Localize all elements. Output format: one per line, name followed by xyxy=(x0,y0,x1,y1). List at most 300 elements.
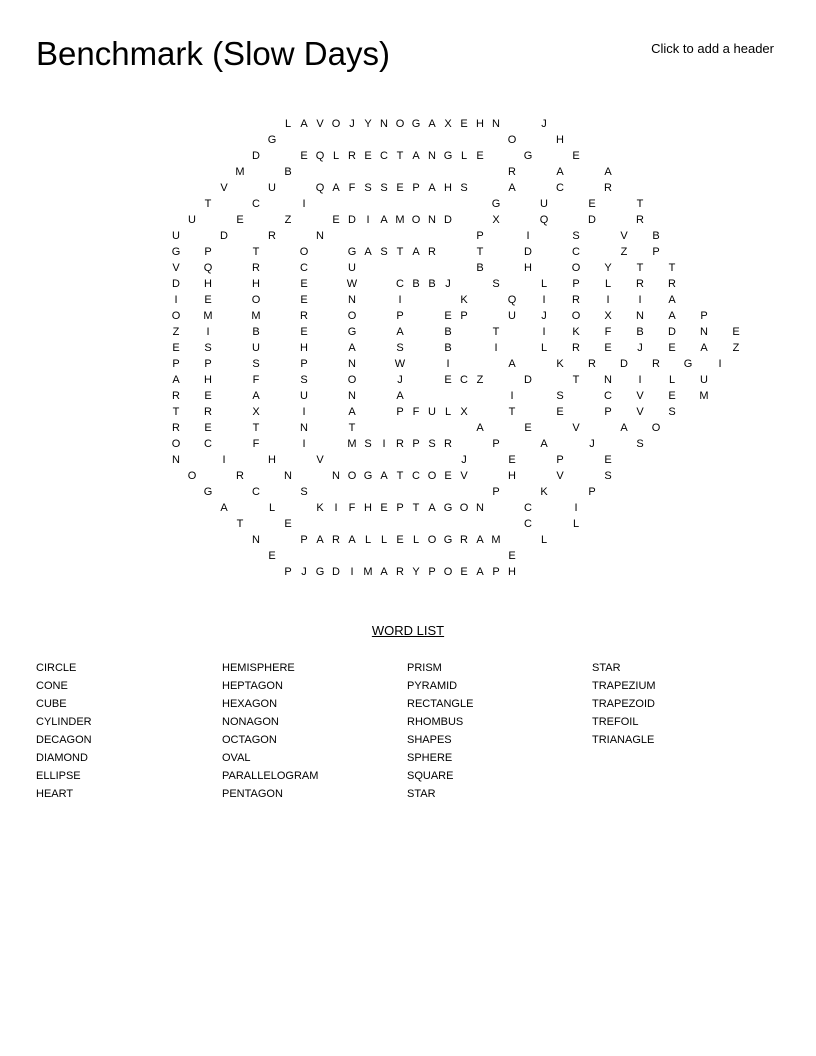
grid-letter: U xyxy=(348,262,356,274)
grid-letter: B xyxy=(412,278,420,290)
grid-letter: P xyxy=(556,454,564,466)
grid-letter: T xyxy=(252,422,260,434)
grid-row xyxy=(168,484,648,500)
grid-letter: N xyxy=(700,326,708,338)
grid-letter: E xyxy=(604,454,612,466)
grid-letter: D xyxy=(668,326,676,338)
grid-letter: I xyxy=(606,294,610,306)
grid-letter: D xyxy=(620,358,628,370)
grid-letter: I xyxy=(638,294,642,306)
word-list-item: TREFOIL xyxy=(592,716,639,728)
word-list-item: RECTANGLE xyxy=(407,698,474,710)
grid-letter: S xyxy=(364,182,372,194)
grid-letter: R xyxy=(204,406,212,418)
grid-letter: O xyxy=(331,118,341,130)
grid-letter: E xyxy=(300,150,308,162)
grid-letter: L xyxy=(332,150,340,162)
grid-letter: R xyxy=(668,278,676,290)
grid-letter: L xyxy=(604,278,612,290)
grid-letter: H xyxy=(508,566,516,578)
grid-letter: L xyxy=(572,518,580,530)
grid-letter: T xyxy=(396,246,404,258)
grid-letter: E xyxy=(732,326,740,338)
grid-letter: R xyxy=(428,246,436,258)
grid-letter: S xyxy=(364,438,372,450)
word-list-item: CUBE xyxy=(36,698,67,710)
grid-letter: B xyxy=(284,166,292,178)
grid-letter: O xyxy=(171,310,181,322)
grid-letter: N xyxy=(428,214,436,226)
word-list-item: HEXAGON xyxy=(222,698,278,710)
grid-letter: U xyxy=(300,390,308,402)
grid-letter: A xyxy=(700,342,708,354)
word-list-item: CONE xyxy=(36,680,68,692)
grid-letter: T xyxy=(492,326,500,338)
grid-letter: A xyxy=(476,566,484,578)
grid-row xyxy=(168,548,648,564)
grid-letter: Y xyxy=(604,262,612,274)
grid-letter: K xyxy=(572,326,580,338)
grid-letter: R xyxy=(572,294,580,306)
grid-letter: C xyxy=(572,246,580,258)
grid-letter: F xyxy=(252,438,260,450)
grid-letter: R xyxy=(588,358,596,370)
grid-letter: I xyxy=(334,502,338,514)
grid-letter: O xyxy=(347,310,357,322)
grid-letter: C xyxy=(300,262,308,274)
grid-letter: Q xyxy=(315,182,325,194)
grid-letter: Z xyxy=(476,374,484,386)
word-list-item: DECAGON xyxy=(36,734,92,746)
word-list-item: HEMISPHERE xyxy=(222,662,295,674)
grid-letter: H xyxy=(204,374,212,386)
grid-letter: T xyxy=(236,518,244,530)
grid-letter: H xyxy=(204,278,212,290)
grid-letter: E xyxy=(460,566,468,578)
grid-letter: A xyxy=(172,374,180,386)
grid-letter: A xyxy=(412,246,420,258)
word-list-item: SQUARE xyxy=(407,770,454,782)
grid-letter: H xyxy=(364,502,372,514)
grid-letter: G xyxy=(491,198,501,210)
grid-letter: V xyxy=(572,422,580,434)
grid-letter: L xyxy=(668,374,676,386)
grid-letter: D xyxy=(332,566,340,578)
grid-letter: P xyxy=(396,310,404,322)
grid-row xyxy=(168,116,648,132)
grid-letter: I xyxy=(174,294,178,306)
grid-letter: A xyxy=(508,358,516,370)
grid-letter: V xyxy=(556,470,564,482)
grid-letter: X xyxy=(252,406,260,418)
grid-letter: D xyxy=(252,150,260,162)
grid-letter: R xyxy=(172,422,180,434)
grid-letter: O xyxy=(395,118,405,130)
grid-letter: C xyxy=(396,278,404,290)
grid-letter: X xyxy=(444,118,452,130)
grid-letter: V xyxy=(316,118,324,130)
grid-letter: B xyxy=(652,230,660,242)
grid-letter: E xyxy=(476,150,484,162)
grid-letter: A xyxy=(396,390,404,402)
grid-letter: P xyxy=(412,182,420,194)
grid-letter: I xyxy=(542,326,546,338)
grid-letter: B xyxy=(444,342,452,354)
grid-letter: U xyxy=(188,214,196,226)
grid-letter: B xyxy=(252,326,260,338)
word-list-column xyxy=(592,659,656,749)
grid-letter: D xyxy=(588,214,596,226)
grid-row xyxy=(168,260,676,276)
grid-letter: Y xyxy=(364,118,372,130)
grid-letter: X xyxy=(604,310,612,322)
grid-letter: A xyxy=(428,182,436,194)
grid-letter: U xyxy=(508,310,516,322)
grid-letter: H xyxy=(444,182,452,194)
grid-letter: L xyxy=(284,118,292,130)
grid-letter: E xyxy=(300,278,308,290)
grid-letter: N xyxy=(636,310,644,322)
grid-letter: L xyxy=(380,534,388,546)
grid-letter: R xyxy=(604,182,612,194)
grid-letter: I xyxy=(494,342,498,354)
grid-letter: P xyxy=(284,566,292,578)
grid-letter: S xyxy=(396,342,404,354)
grid-letter: A xyxy=(620,422,628,434)
grid-row xyxy=(168,404,676,420)
grid-letter: F xyxy=(348,502,356,514)
word-list-item: OCTAGON xyxy=(222,734,277,746)
grid-letter: F xyxy=(252,374,260,386)
grid-letter: S xyxy=(460,182,468,194)
add-header-placeholder[interactable]: Click to add a header xyxy=(651,41,774,56)
grid-letter: I xyxy=(302,438,306,450)
grid-letter: J xyxy=(461,454,467,466)
grid-letter: K xyxy=(316,502,324,514)
grid-letter: R xyxy=(300,310,308,322)
word-list-item: PYRAMID xyxy=(407,680,458,692)
grid-letter: V xyxy=(172,262,180,274)
word-list-item: PARALLELOGRAM xyxy=(222,770,319,782)
grid-letter: O xyxy=(459,502,469,514)
grid-letter: K xyxy=(540,486,548,498)
grid-letter: T xyxy=(636,262,644,274)
grid-letter: P xyxy=(300,358,308,370)
grid-letter: S xyxy=(204,342,212,354)
grid-letter: I xyxy=(350,566,354,578)
grid-letter: A xyxy=(556,166,564,178)
grid-letter: P xyxy=(700,310,708,322)
grid-row xyxy=(168,132,648,148)
grid-letter: P xyxy=(492,438,500,450)
grid-letter: N xyxy=(316,230,324,242)
grid-letter: S xyxy=(572,230,580,242)
grid-letter: R xyxy=(268,230,276,242)
grid-letter: R xyxy=(652,358,660,370)
grid-letter: G xyxy=(203,486,213,498)
grid-letter: O xyxy=(443,566,453,578)
grid-letter: G xyxy=(315,566,325,578)
grid-letter: X xyxy=(460,406,468,418)
word-list-column xyxy=(222,659,318,803)
grid-letter: E xyxy=(508,550,516,562)
word-list-item: SHAPES xyxy=(407,734,452,746)
grid-letter: V xyxy=(636,390,644,402)
grid-letter: R xyxy=(460,534,468,546)
grid-letter: E xyxy=(508,454,516,466)
grid-row xyxy=(168,436,648,452)
grid-letter: N xyxy=(492,118,500,130)
grid-letter: G xyxy=(347,326,357,338)
grid-letter: Z xyxy=(284,214,292,226)
grid-letter: E xyxy=(300,326,308,338)
grid-row xyxy=(168,516,648,532)
word-list-item: STAR xyxy=(592,662,621,674)
grid-letter: H xyxy=(556,134,564,146)
grid-letter: T xyxy=(476,246,484,258)
grid-letter: G xyxy=(443,150,453,162)
grid-letter: G xyxy=(347,246,357,258)
grid-letter: C xyxy=(460,374,468,386)
grid-letter: N xyxy=(284,470,292,482)
grid-letter: M xyxy=(251,310,261,322)
grid-letter: R xyxy=(236,470,244,482)
grid-letter: H xyxy=(476,118,484,130)
grid-letter: W xyxy=(346,278,358,290)
grid-row xyxy=(168,564,648,580)
grid-letter: N xyxy=(476,502,484,514)
grid-letter: Y xyxy=(412,566,420,578)
grid-letter: C xyxy=(252,486,260,498)
grid-letter: E xyxy=(268,550,276,562)
grid-letter: R xyxy=(444,438,452,450)
grid-letter: R xyxy=(396,566,404,578)
grid-letter: J xyxy=(349,118,355,130)
grid-letter: M xyxy=(699,390,709,402)
grid-letter: P xyxy=(652,246,660,258)
grid-letter: E xyxy=(460,118,468,130)
grid-letter: O xyxy=(187,470,197,482)
grid-letter: N xyxy=(428,150,436,162)
grid-row xyxy=(168,532,648,548)
grid-letter: E xyxy=(204,390,212,402)
word-list-column xyxy=(407,659,473,803)
grid-letter: G xyxy=(267,134,277,146)
grid-letter: J xyxy=(445,278,451,290)
grid-letter: H xyxy=(524,262,532,274)
grid-letter: A xyxy=(380,566,388,578)
word-list-item: OVAL xyxy=(222,752,251,764)
grid-letter: R xyxy=(348,150,356,162)
page-title: Benchmark (Slow Days) xyxy=(36,35,390,72)
word-list-item: TRAPEZIUM xyxy=(592,680,656,692)
grid-letter: S xyxy=(636,438,644,450)
grid-letter: E xyxy=(284,518,292,530)
grid-letter: S xyxy=(556,390,564,402)
grid-letter: J xyxy=(637,342,643,354)
grid-letter: L xyxy=(540,278,548,290)
grid-letter: T xyxy=(396,150,404,162)
grid-letter: T xyxy=(508,406,516,418)
grid-letter: P xyxy=(588,486,596,498)
grid-letter: Q xyxy=(203,262,213,274)
grid-letter: Z xyxy=(172,326,180,338)
word-list-item: SPHERE xyxy=(407,752,453,764)
grid-letter: A xyxy=(476,422,484,434)
grid-letter: J xyxy=(589,438,595,450)
grid-letter: A xyxy=(220,502,228,514)
grid-letter: L xyxy=(412,534,420,546)
grid-letter: H xyxy=(268,454,276,466)
grid-letter: A xyxy=(316,534,324,546)
grid-letter: E xyxy=(204,422,212,434)
grid-letter: N xyxy=(604,374,612,386)
grid-letter: C xyxy=(412,470,420,482)
grid-letter: L xyxy=(540,534,548,546)
grid-letter: P xyxy=(604,406,612,418)
grid-letter: O xyxy=(571,262,581,274)
grid-letter: A xyxy=(332,182,340,194)
grid-row xyxy=(168,228,660,244)
grid-letter: C xyxy=(252,198,260,210)
grid-letter: E xyxy=(444,374,452,386)
grid-letter: I xyxy=(542,294,546,306)
grid-letter: S xyxy=(428,438,436,450)
grid-letter: O xyxy=(507,134,517,146)
grid-letter: A xyxy=(396,326,404,338)
grid-letter: L xyxy=(460,150,468,162)
grid-row xyxy=(168,452,648,468)
grid-letter: I xyxy=(510,390,514,402)
grid-letter: R xyxy=(636,214,644,226)
grid-letter: H xyxy=(508,470,516,482)
grid-letter: A xyxy=(348,406,356,418)
grid-letter: N xyxy=(348,294,356,306)
grid-letter: Q xyxy=(315,150,325,162)
word-list-item: PRISM xyxy=(407,662,442,674)
grid-letter: A xyxy=(476,534,484,546)
grid-letter: I xyxy=(382,438,386,450)
grid-letter: G xyxy=(171,246,181,258)
grid-letter: U xyxy=(700,374,708,386)
grid-letter: E xyxy=(236,214,244,226)
grid-letter: R xyxy=(396,438,404,450)
grid-letter: N xyxy=(348,390,356,402)
grid-letter: U xyxy=(268,182,276,194)
grid-letter: R xyxy=(572,342,580,354)
grid-letter: A xyxy=(380,470,388,482)
grid-letter: D xyxy=(524,374,532,386)
grid-letter: F xyxy=(348,182,356,194)
grid-letter: S xyxy=(300,486,308,498)
grid-letter: G xyxy=(523,150,533,162)
grid-letter: K xyxy=(556,358,564,370)
grid-letter: D xyxy=(348,214,356,226)
grid-letter: R xyxy=(172,390,180,402)
grid-letter: I xyxy=(638,374,642,386)
grid-letter: X xyxy=(492,214,500,226)
grid-letter: M xyxy=(363,566,373,578)
grid-row xyxy=(168,356,722,372)
grid-letter: D xyxy=(220,230,228,242)
grid-row xyxy=(168,276,676,292)
grid-letter: E xyxy=(668,342,676,354)
grid-letter: O xyxy=(251,294,261,306)
grid-letter: N xyxy=(252,534,260,546)
grid-letter: S xyxy=(668,406,676,418)
grid-letter: S xyxy=(300,374,308,386)
grid-letter: N xyxy=(348,358,356,370)
grid-letter: I xyxy=(302,406,306,418)
grid-letter: I xyxy=(574,502,578,514)
grid-letter: P xyxy=(460,310,468,322)
grid-letter: M xyxy=(347,438,357,450)
grid-letter: Q xyxy=(539,214,549,226)
grid-letter: M xyxy=(491,534,501,546)
grid-letter: P xyxy=(492,566,500,578)
grid-letter: S xyxy=(252,358,260,370)
grid-letter: A xyxy=(364,246,372,258)
grid-letter: E xyxy=(396,534,404,546)
grid-letter: L xyxy=(268,502,276,514)
grid-letter: E xyxy=(396,182,404,194)
grid-row xyxy=(168,180,648,196)
grid-letter: C xyxy=(556,182,564,194)
word-list-column xyxy=(36,659,92,803)
grid-letter: E xyxy=(524,422,532,434)
grid-letter: R xyxy=(508,166,516,178)
grid-letter: E xyxy=(572,150,580,162)
grid-letter: O xyxy=(171,438,181,450)
grid-letter: A xyxy=(380,214,388,226)
grid-letter: O xyxy=(299,246,309,258)
grid-row xyxy=(168,292,676,308)
grid-letter: J xyxy=(397,374,403,386)
word-list-item: CIRCLE xyxy=(36,662,77,674)
grid-row xyxy=(168,212,648,228)
grid-row xyxy=(168,500,648,516)
word-list-item: RHOMBUS xyxy=(407,716,464,728)
grid-letter: J xyxy=(541,118,547,130)
grid-letter: P xyxy=(476,230,484,242)
grid-letter: M xyxy=(395,214,405,226)
word-list-item: NONAGON xyxy=(222,716,279,728)
grid-letter: A xyxy=(668,310,676,322)
grid-letter: Z xyxy=(620,246,628,258)
grid-letter: E xyxy=(364,150,372,162)
grid-letter: F xyxy=(412,406,420,418)
grid-letter: P xyxy=(572,278,580,290)
grid-letter: E xyxy=(204,294,212,306)
grid-letter: A xyxy=(300,118,308,130)
grid-row xyxy=(168,148,648,164)
grid-letter: I xyxy=(206,326,210,338)
grid-letter: T xyxy=(668,262,676,274)
grid-letter: P xyxy=(204,246,212,258)
word-list-item: TRIANAGLE xyxy=(592,734,655,746)
grid-letter: P xyxy=(492,486,500,498)
grid-row xyxy=(168,196,648,212)
grid-row xyxy=(168,324,740,340)
grid-letter: O xyxy=(427,534,437,546)
grid-letter: I xyxy=(446,358,450,370)
grid-letter: F xyxy=(604,326,612,338)
grid-letter: E xyxy=(588,198,596,210)
grid-letter: A xyxy=(668,294,676,306)
grid-letter: E xyxy=(380,502,388,514)
grid-letter: V xyxy=(316,454,324,466)
grid-letter: A xyxy=(412,150,420,162)
